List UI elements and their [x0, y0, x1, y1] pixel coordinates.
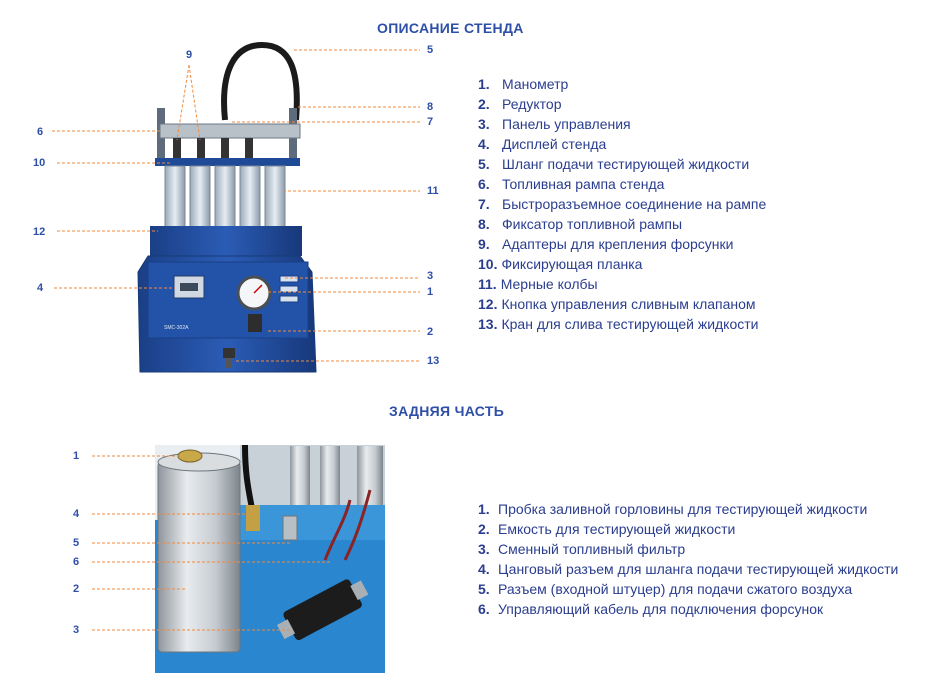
callout-1: 1	[427, 286, 434, 298]
list-item: 4. Цанговый разъем для шланга подачи тестирующей жидкости	[478, 561, 899, 577]
callout-3: 3	[427, 270, 434, 282]
list-item: 9. Адаптеры для крепления форсунки	[478, 236, 734, 252]
callout-2: 2	[427, 326, 434, 338]
callout-7: 7	[427, 116, 434, 128]
list-item: 2. Емкость для тестирующей жидкости	[478, 521, 736, 537]
fuel-rail	[160, 124, 300, 138]
injectors	[173, 138, 253, 160]
hose	[224, 45, 297, 120]
callout-10: 10	[33, 157, 46, 169]
section-title-description: ОПИСАНИЕ СТЕНДА	[377, 20, 524, 36]
list-item: 10. Фиксирующая планка	[478, 256, 643, 272]
list-item: 13. Кран для слива тестирующей жидкости	[478, 316, 759, 332]
list-item: 3. Панель управления	[478, 116, 631, 132]
callout-11: 11	[427, 185, 439, 197]
callout-4: 4	[37, 282, 44, 294]
measuring-tubes	[165, 166, 285, 228]
back-callout-4: 4	[73, 508, 80, 520]
callout-12: 12	[33, 226, 46, 238]
back-callout-5: 5	[73, 537, 80, 549]
callout-8: 8	[427, 101, 434, 113]
list-item: 2. Редуктор	[478, 96, 562, 112]
fluid-tank	[158, 462, 240, 652]
back-callout-6: 6	[73, 556, 80, 568]
list-item: 3. Сменный топливный фильтр	[478, 541, 686, 557]
tube-tray	[155, 158, 300, 166]
panel-buttons	[280, 276, 298, 302]
filler-cap	[178, 450, 202, 462]
lower-tray	[150, 226, 302, 256]
list-item: 5. Разъем (входной штуцер) для подачи сжатого воздуха	[478, 581, 853, 597]
list-item: 1. Манометр	[478, 76, 569, 92]
list-item: 11. Мерные колбы	[478, 276, 598, 292]
list-item: 6. Управляющий кабель для подключения форсунок	[478, 601, 824, 617]
list-item: 8. Фиксатор топливной рампы	[478, 216, 683, 232]
section-title-back: ЗАДНЯЯ ЧАСТЬ	[389, 403, 505, 419]
callout-13: 13	[427, 355, 440, 367]
list-item: 5. Шланг подачи тестирующей жидкости	[478, 156, 750, 172]
callout-6: 6	[37, 126, 44, 138]
machine-badge: SMC-302A	[164, 325, 189, 331]
back-callout-1: 1	[73, 450, 80, 462]
callout-9: 9	[186, 49, 193, 61]
list-item: 1. Пробка заливной горловины для тестирующей жидкости	[478, 501, 868, 517]
list-item: 7. Быстроразъемное соединение на рампе	[478, 196, 767, 212]
list-item: 4. Дисплей стенда	[478, 136, 607, 152]
list-item: 12. Кнопка управления сливным клапаном	[478, 296, 756, 312]
back-callout-3: 3	[73, 624, 80, 636]
callout-5: 5	[427, 44, 434, 56]
regulator	[248, 314, 262, 332]
back-callout-2: 2	[73, 583, 80, 595]
list-item: 6. Топливная рампа стенда	[478, 176, 665, 192]
drain-tap	[223, 348, 235, 358]
